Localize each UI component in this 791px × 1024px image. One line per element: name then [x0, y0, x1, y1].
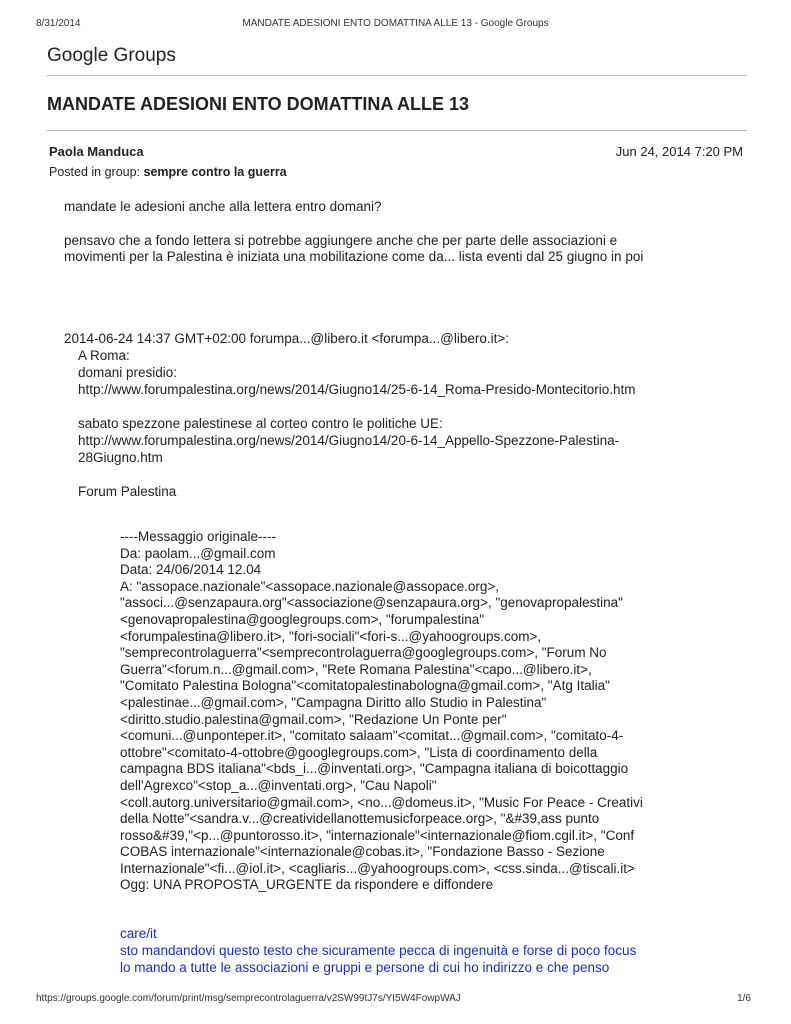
forwarded-line: sto mandandovi questo testo che sicuramente pecca di ingenuità e forse di poco focus	[120, 943, 637, 958]
original-message-line: rosso&#39,"<p...@puntorosso.it>, "internazionale"<internazionale@fiom.cgil.it>, "Conf	[120, 827, 635, 843]
quote-header: 2014-06-24 14:37 GMT+02:00 forumpa...@libero.it <forumpa...@libero.it>:	[64, 331, 510, 346]
original-message-line: Da: paolam...@gmail.com	[120, 545, 276, 561]
posted-in-label: Posted in group:	[49, 165, 141, 179]
original-message-line: "semprecontrolaguerra"<semprecontrolaguerra@googlegroups.com>, "Forum No	[120, 645, 607, 661]
original-message-line: <comuni...@unponteper.it>, "comitato salaam"<comitat...@gmail.com>, "comitato-4-	[120, 728, 624, 744]
original-message-line: A: "assopace.nazionale"<assopace.nazionale@assopace.org>,	[120, 578, 500, 594]
original-message-line: Data: 24/06/2014 12.04	[120, 562, 262, 578]
posted-in-group	[49, 165, 287, 179]
original-message-subject: Ogg: UNA PROPOSTA_URGENTE da rispondere e diffondere	[120, 877, 494, 893]
title-divider	[47, 130, 747, 131]
original-message-line: <genovapropalestina@googlegroups.com>, "forumpalestina"	[120, 611, 485, 627]
original-message-line: dell'Agrexco"<stop_a...@inventati.org>, "Cau Napoli"	[120, 777, 437, 793]
google-groups-brand[interactable]: Google Groups	[47, 45, 176, 66]
original-message-line: ottobre"<comitato-4-ottobre@googlegroups.com>, "Lista di coordinamento della	[120, 744, 598, 760]
post-date: Jun 24, 2014 7:20 PM	[615, 144, 743, 159]
original-message-line: della Notte"<sandra.v...@creatividellanottemusicforpeace.org>, "&#39,ass punto	[120, 811, 600, 827]
original-message-line: COBAS internazionale"<internazionale@cobas.it>, "Fondazione Basso - Sezione	[120, 844, 605, 860]
original-message-line: <forumpalestina@libero.it>, "fori-sociali"<fori-s...@yahoogroups.com>,	[120, 628, 542, 644]
quoted-link[interactable]: http://www.forumpalestina.org/news/2014/Giugno14/25-6-14_Roma-Presido-Montecitorio.htm	[78, 382, 636, 397]
original-message-line: Internazionale"<fi...@iol.it>, <cagliaris...@yahoogroups.com>, <css.sinda...@tiscali.it>	[120, 860, 635, 876]
quoted-line: A Roma:	[78, 348, 130, 363]
quoted-blank	[78, 466, 768, 483]
message-line: mandate le adesioni anche alla lettera entro domani?	[64, 199, 382, 214]
print-title: MANDATE ADESIONI ENTO DOMATTINA ALLE 13 - Google Groups	[242, 18, 549, 29]
original-message	[120, 529, 760, 894]
print-footer	[0, 993, 791, 1007]
group-name-link[interactable]: sempre contro la guerra	[143, 165, 287, 179]
quoted-link[interactable]: http://www.forumpalestina.org/news/2014/Giugno14/20-6-14_Appello-Spezzone-Palestina-	[78, 433, 620, 448]
quoted-blank	[78, 398, 768, 415]
forwarded-text	[120, 925, 760, 976]
original-message-line: campagna BDS italiana"<bds_i...@inventati.org>, "Campagna italiana di boicottaggio	[120, 761, 629, 777]
original-message-line: <coll.autorg.universitario@gmail.com>, <no...@domeus.it>, "Music For Peace - Creativi	[120, 794, 643, 810]
original-message-line: "associ...@senzapaura.org"<associazione@senzapaura.org>, "genovapropalestina"	[120, 595, 623, 611]
topic-title: MANDATE ADESIONI ENTO DOMATTINA ALLE 13	[47, 94, 470, 114]
forwarded-line: lo mando a tutte le associazioni e gruppi e persone di cui ho indirizzo e che penso	[120, 960, 610, 975]
quoted-signature: Forum Palestina	[78, 484, 177, 499]
original-message-line: "Comitato Palestina Bologna"<comitatopalestinabologna@gmail.com>, "Atg Italia"	[120, 678, 610, 694]
message-line: pensavo che a fondo lettera si potrebbe aggiungere anche che per parte delle associazioni e	[64, 233, 618, 248]
print-url: https://groups.google.com/forum/print/msg/semprecontrolaguerra/v2SW99tJ7s/YI5W4FowpWAJ	[36, 993, 461, 1004]
original-message-line: ----Messaggio originale----	[120, 529, 277, 544]
original-message-line: <palestinae...@gmail.com>, "Campagna Diritto allo Studio in Palestina"	[120, 694, 547, 710]
original-message-line: <diritto.studio.palestina@gmail.com>, "Redazione Un Ponte per"	[120, 711, 507, 727]
message-body-paragraph	[64, 233, 754, 265]
message-body	[64, 199, 754, 215]
quoted-line: sabato spezzone palestinese al corteo contro le politiche UE:	[78, 416, 443, 431]
print-header	[0, 18, 791, 32]
quoted-reply	[78, 347, 768, 500]
post-author[interactable]: Paola Manduca	[49, 144, 144, 159]
original-message-line: Guerra"<forum.n...@gmail.com>, "Rete Romana Palestina"<capo...@libero.it>,	[120, 661, 592, 677]
page-number: 1/6	[737, 993, 751, 1004]
header-divider	[47, 75, 747, 76]
print-date: 8/31/2014	[36, 18, 81, 29]
quoted-line: domani presidio:	[78, 365, 178, 380]
quoted-link-continuation[interactable]: 28Giugno.htm	[78, 450, 163, 465]
forwarded-line: care/it	[120, 926, 157, 941]
message-line: movimenti per la Palestina è iniziata una mobilitazione come da... lista eventi dal 25 giugno in poi	[64, 249, 644, 264]
